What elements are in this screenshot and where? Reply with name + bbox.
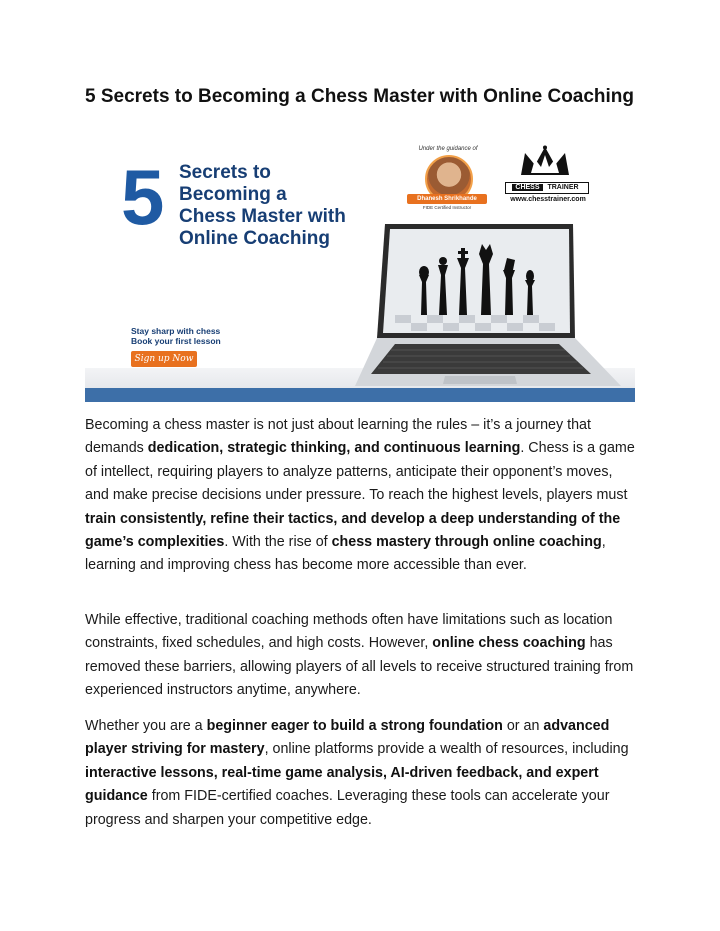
text-run: has removed these barriers, allowing players of all levels to receive structured training from experienced instructors anytime, anywhere. [85, 635, 634, 699]
bold-text-run: chess mastery through online coaching [331, 534, 602, 551]
coach-name: Dhanesh Shrikhande [407, 194, 487, 204]
page-title: 5 Secrets to Becoming a Chess Master with Online Coaching [85, 86, 635, 107]
text-run: or an [502, 718, 544, 734]
bold-text-run: advanced player striving for mastery [85, 718, 610, 758]
coach-title: FIDE Certified Instructor [422, 205, 472, 210]
text-run: , learning and improving chess has become more accessible than ever. [85, 534, 606, 574]
logo-url: www.chesstrainer.com [510, 196, 586, 203]
promo-text [131, 326, 291, 346]
bold-text-run: train consistently, refine their tactics, and develop a deep understanding of the game’s complexities [85, 510, 621, 551]
bold-text-run: dedication, strategic thinking, and continuous learning [147, 440, 521, 457]
text-run: Whether you are a [85, 718, 207, 734]
text-run: . With the rise of [224, 534, 332, 551]
bold-text-run: interactive lessons, real-time game analysis, AI-driven feedback, and expert guidance [85, 764, 599, 805]
guidance-label: Under the guidance of [418, 146, 478, 152]
big-number: 5 [121, 153, 163, 241]
bold-text-run: online chess coaching [432, 635, 586, 652]
text-run: from FIDE-certified coaches. Leveraging these tools can accelerate your progress and sharpen your competitive edge. [85, 788, 610, 828]
signup-button[interactable]: Sign up Now [131, 351, 197, 367]
promo-line: Book your first lesson [131, 336, 221, 346]
laptop-chess-illustration [355, 220, 623, 390]
body-paragraph [85, 609, 640, 703]
headline-line: Chess Master with [179, 206, 346, 227]
logo-text-dark: CHESS [512, 184, 542, 191]
hero-banner-image [85, 138, 635, 402]
banner-bottom-bar [85, 388, 635, 402]
crown-logo-icon [517, 145, 573, 179]
text-run: Becoming a chess master is not just about learning the rules – it’s a journey that demands [85, 417, 591, 457]
brand-logo [505, 182, 589, 194]
bold-text-run: beginner eager to build a strong foundation [206, 718, 503, 734]
headline-line: Secrets to [179, 162, 271, 183]
headline-line: Becoming a [179, 184, 287, 205]
promo-line: Stay sharp with chess [131, 326, 221, 336]
body-paragraph [85, 414, 640, 578]
text-run: , online platforms provide a wealth of resources, including [264, 741, 629, 758]
logo-text-light: TRAINER [544, 184, 581, 191]
text-run: While effective, traditional coaching methods often have limitations such as location constraints, fixed schedules, and high costs. However, [85, 612, 613, 652]
body-paragraph [85, 715, 640, 832]
text-run: . Chess is a game of intellect, requiring players to analyze patterns, anticipate their opponent’s moves, and make precise decisions under pressure. To reach the highest levels, players must [85, 440, 635, 504]
headline-line: Online Coaching [179, 228, 330, 249]
